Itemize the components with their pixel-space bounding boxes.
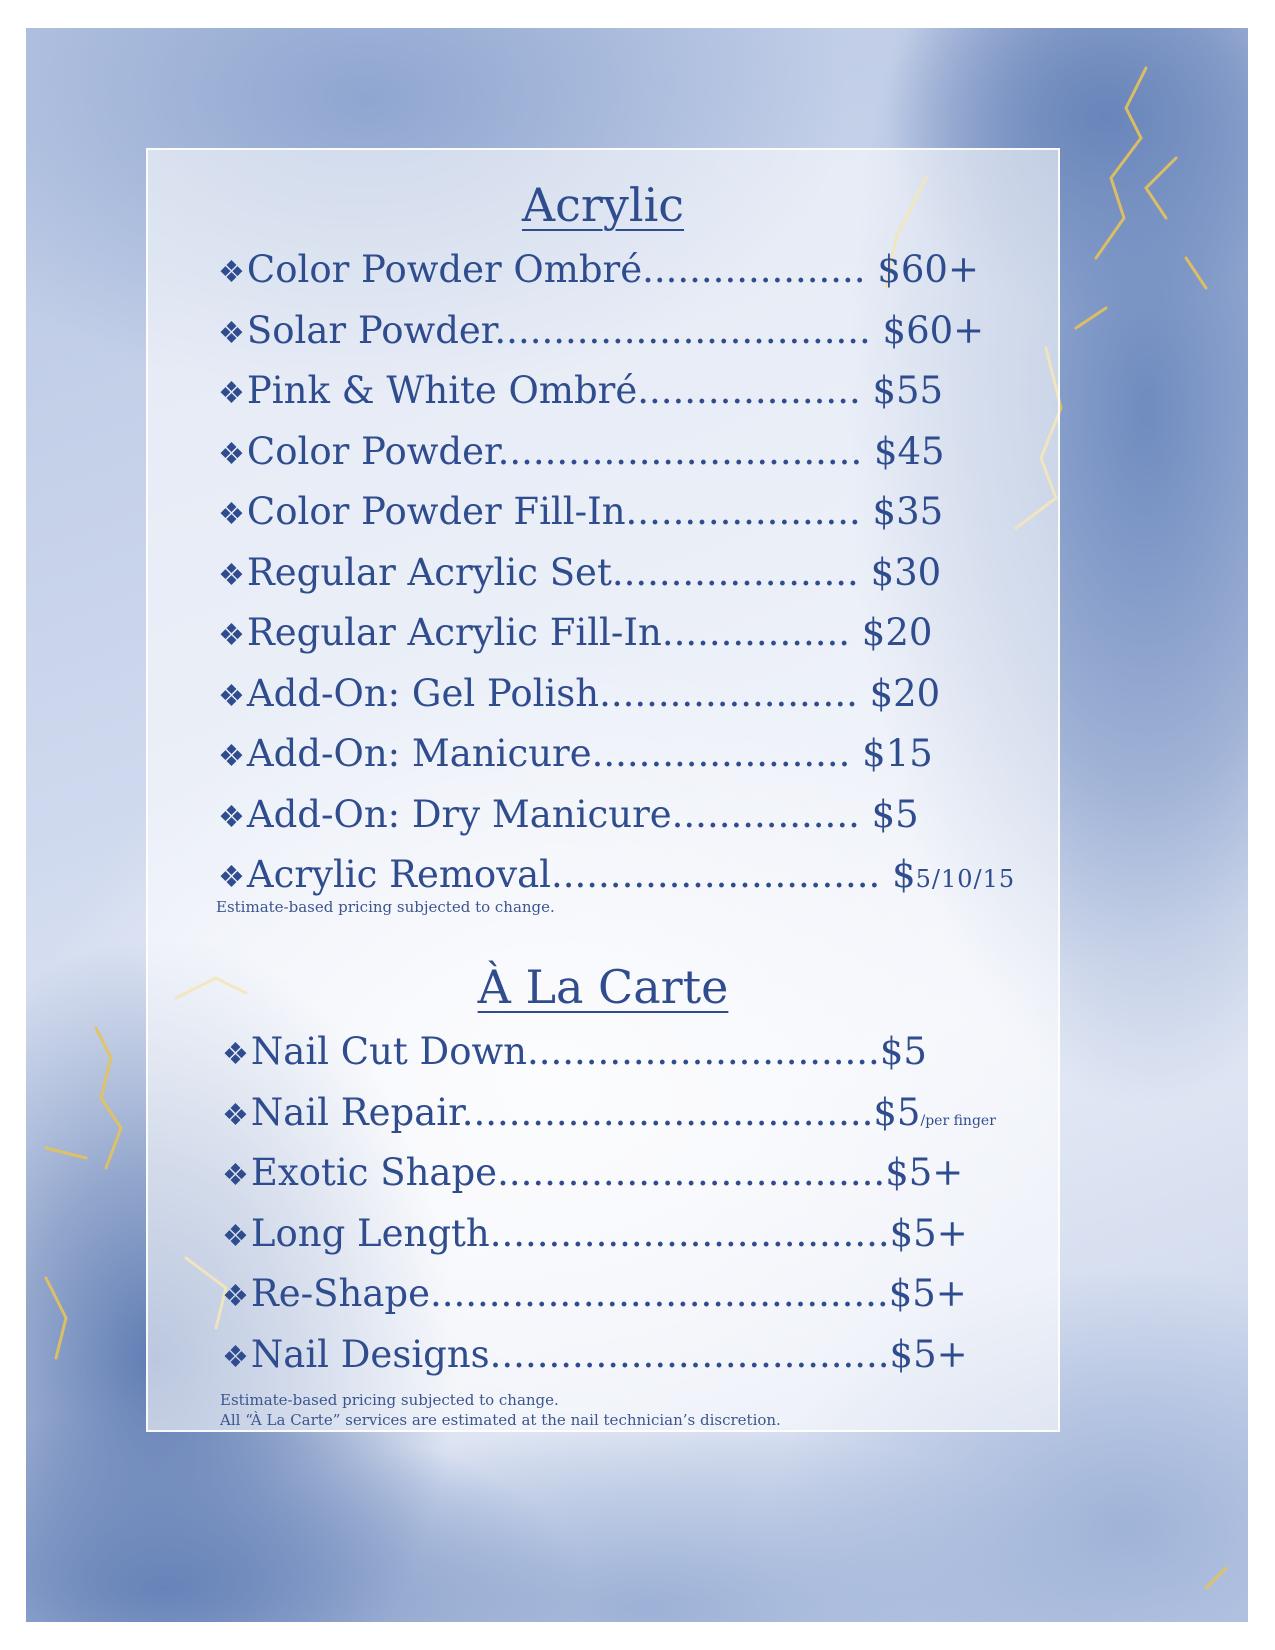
diamond-bullet-icon: ❖ [222, 1279, 249, 1314]
service-name: Regular Acrylic Fill-In [246, 611, 662, 654]
leader-dots: .................................. [489, 1211, 890, 1255]
service-item [222, 1325, 996, 1386]
leader-dots: .................... [625, 490, 861, 533]
service-name: Add-On: Gel Polish [246, 671, 600, 715]
service-name: Long Length [250, 1211, 490, 1255]
service-item [222, 1143, 996, 1204]
leader-dots: ................... [637, 369, 861, 412]
diamond-bullet-icon: ❖ [218, 376, 245, 411]
leader-dots: ................................ [494, 308, 871, 352]
service-price: $60+ [870, 308, 985, 352]
leader-dots: .............................. [526, 1030, 880, 1073]
service-item [218, 240, 1015, 301]
service-price-options: 5/10/15 [915, 865, 1016, 893]
a-la-carte-discretion-note: All “À La Carte” services are estimated at the nail technician’s discretion. [220, 1411, 781, 1429]
leader-dots: .................................. [489, 1332, 890, 1376]
service-name: Nail Designs [250, 1332, 490, 1376]
service-price: $15 [850, 732, 933, 775]
service-item [218, 724, 1015, 785]
service-price: $55 [860, 369, 944, 412]
service-price: $5+ [889, 1211, 968, 1255]
service-name: Add-On: Dry Manicure [246, 792, 672, 836]
service-price: $5 [873, 1090, 921, 1134]
service-price: $45 [862, 429, 945, 473]
leader-dots: ................................... [461, 1090, 874, 1134]
menu-page-background [26, 28, 1248, 1622]
service-name: Acrylic Removal [246, 853, 551, 896]
service-name: Pink & White Ombré [246, 369, 638, 412]
diamond-bullet-icon: ❖ [222, 1339, 249, 1375]
diamond-bullet-icon: ❖ [218, 255, 245, 290]
leader-dots: ..................... [611, 550, 859, 594]
leader-dots: ................ [661, 611, 851, 654]
service-item [222, 1022, 996, 1083]
a-la-carte-heading: À La Carte [477, 960, 729, 1014]
a-la-carte-service-list [222, 1022, 996, 1385]
diamond-bullet-icon: ❖ [218, 436, 245, 472]
acrylic-heading: Acrylic [521, 178, 685, 232]
leader-dots: ................................. [497, 1151, 886, 1194]
service-price: $60+ [865, 248, 979, 291]
service-name: Add-On: Manicure [246, 732, 592, 775]
diamond-bullet-icon: ❖ [218, 678, 245, 714]
leader-dots: ...................... [599, 671, 858, 715]
service-item [218, 482, 1015, 543]
service-name: Solar Powder [246, 308, 495, 352]
service-item [218, 603, 1015, 664]
diamond-bullet-icon: ❖ [222, 1097, 249, 1133]
diamond-bullet-icon: ❖ [218, 315, 245, 351]
service-item [222, 1264, 996, 1325]
service-item [218, 422, 1015, 483]
diamond-bullet-icon: ❖ [218, 860, 245, 895]
service-price: $20 [850, 611, 933, 654]
a-la-carte-pricing-note: Estimate-based pricing subjected to change. [220, 1391, 559, 1409]
service-name: Color Powder Fill-In [246, 490, 626, 533]
service-name: Regular Acrylic Set [246, 550, 612, 594]
service-price: $5+ [885, 1151, 964, 1194]
diamond-bullet-icon: ❖ [222, 1158, 249, 1193]
service-price: $30 [858, 550, 942, 594]
service-item [218, 361, 1015, 422]
service-name: Exotic Shape [250, 1151, 498, 1194]
diamond-bullet-icon: ❖ [218, 739, 245, 774]
service-price: $5+ [889, 1332, 968, 1376]
service-name: Nail Repair [250, 1090, 462, 1134]
service-name: Re-Shape [250, 1272, 430, 1315]
service-price: $5+ [888, 1272, 967, 1315]
service-price: $20 [857, 671, 941, 715]
service-item [218, 301, 1015, 362]
leader-dots: ....................................... [429, 1272, 889, 1315]
diamond-bullet-icon: ❖ [218, 799, 245, 835]
leader-dots: ................ [671, 792, 860, 836]
leader-dots: ............................ [551, 853, 881, 896]
service-price: $5 [879, 1030, 927, 1073]
leader-dots: ................... [642, 248, 866, 291]
acrylic-pricing-note: Estimate-based pricing subjected to change. [216, 898, 555, 916]
diamond-bullet-icon: ❖ [222, 1218, 249, 1254]
service-price: $ [880, 853, 916, 896]
service-item [218, 543, 1015, 604]
menu-panel [146, 148, 1060, 1432]
service-item [222, 1204, 996, 1265]
leader-dots: ...................... [591, 732, 851, 775]
service-item [218, 664, 1015, 725]
service-name: Color Powder Ombré [246, 248, 643, 291]
service-item [222, 1083, 996, 1144]
service-price: $5 [859, 792, 919, 836]
diamond-bullet-icon: ❖ [218, 557, 245, 593]
leader-dots: ............................... [497, 429, 863, 473]
per-finger-label: /per finger [920, 1112, 996, 1129]
diamond-bullet-icon: ❖ [218, 497, 245, 532]
service-price: $35 [860, 490, 944, 533]
acrylic-service-list [218, 240, 1015, 906]
diamond-bullet-icon: ❖ [222, 1037, 249, 1072]
diamond-bullet-icon: ❖ [218, 618, 245, 653]
service-name: Color Powder [246, 429, 498, 473]
service-item [218, 785, 1015, 846]
service-name: Nail Cut Down [250, 1030, 527, 1073]
